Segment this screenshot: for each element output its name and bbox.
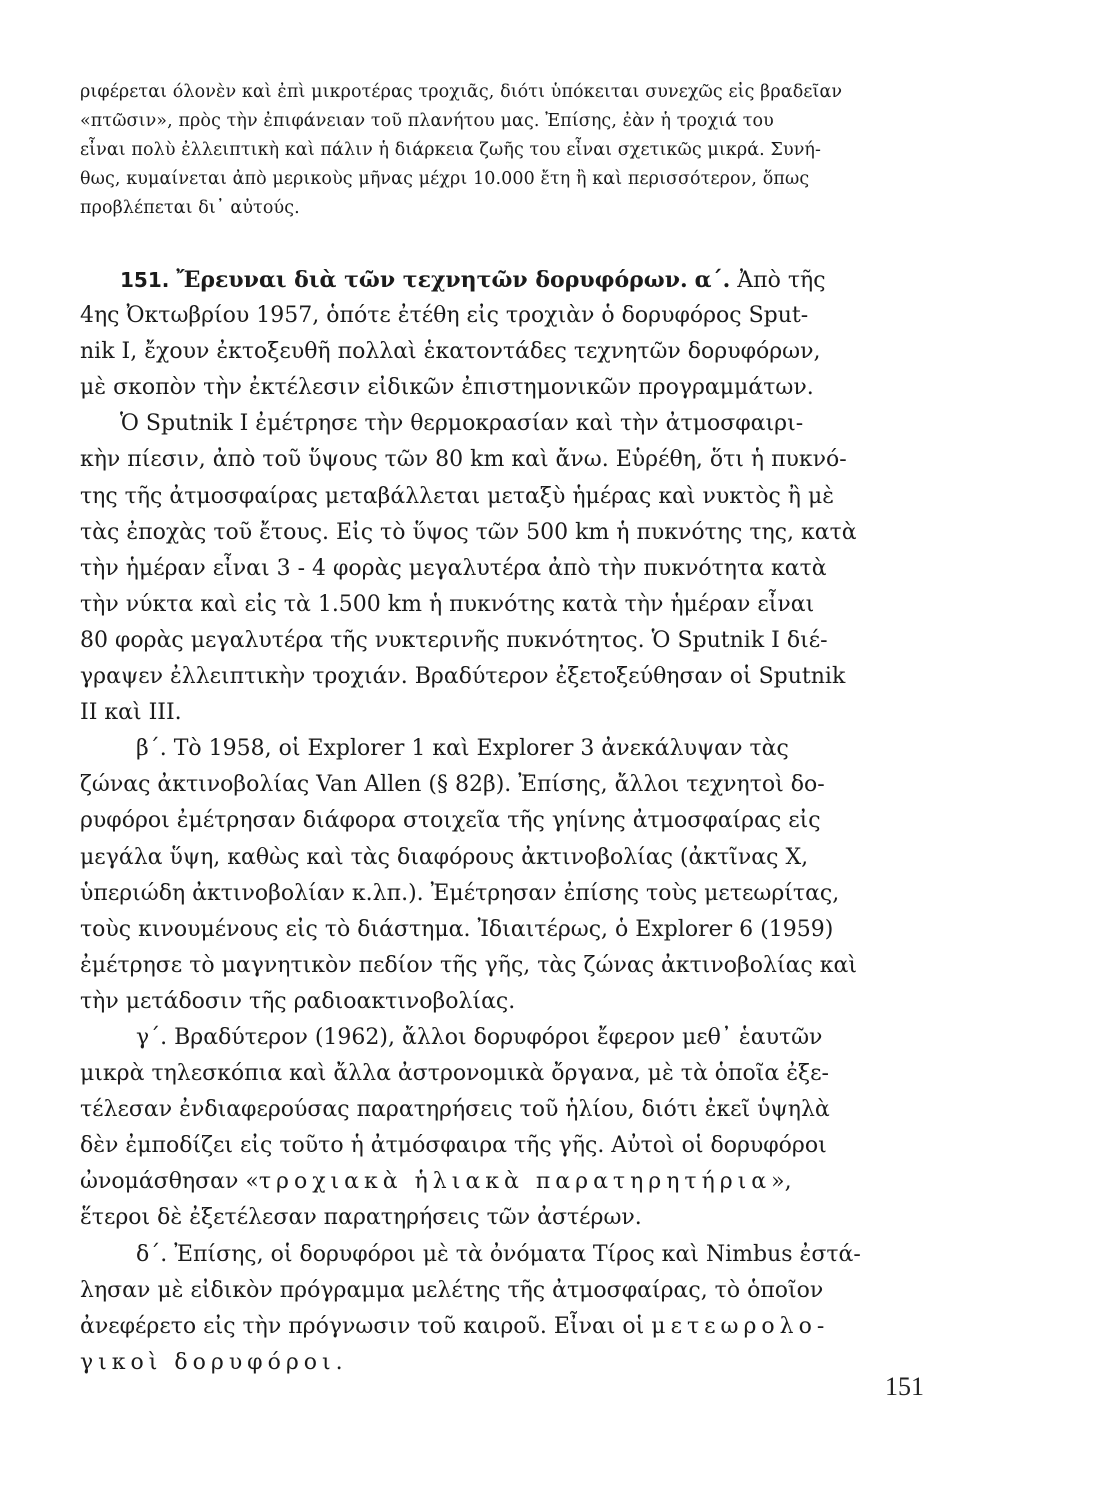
- body-line: nik I, ἔχουν ἐκτοξευθῆ πολλαὶ ἑκατοντάδες τεχνητῶν δορυφόρων,: [80, 339, 821, 365]
- section-heading-line: [80, 262, 950, 298]
- body-line: τὴν ἡμέραν εἶναι 3 - 4 φορὰς μεγαλυτέρα ἀπὸ τὴν πυκνότητα κατὰ: [80, 555, 827, 581]
- emphasized-term: μετεωρολο-: [651, 1313, 830, 1339]
- body-line: τέλεσαν ἐνδιαφερούσας παρατηρήσεις τοῦ ἡλίου, διότι ἐκεῖ ὑψηλὰ: [80, 1097, 830, 1123]
- body-line: μεγάλα ὕψη, καθὼς καὶ τὰς διαφόρους ἀκτινοβολίας (ἀκτῖνας Χ,: [80, 844, 809, 870]
- body-line: ἕτεροι δὲ ἐξετέλεσαν παρατηρήσεις τῶν ἀστέρων.: [80, 1205, 642, 1231]
- body-line: γραψεν ἐλλειπτικὴν τροχιάν. Βραδύτερον ἐξετοξεύθησαν οἱ Sputnik: [80, 664, 846, 690]
- body-line: 4ης Ὀκτωβρίου 1957, ὁπότε ἐτέθη εἰς τροχιὰν ὁ δορυφόρος Sput-: [80, 303, 809, 329]
- body-line: δὲν ἐμποδίζει εἰς τοῦτο ἡ ἀτμόσφαιρα τῆς γῆς. Αὐτοὶ οἱ δορυφόροι: [80, 1133, 827, 1159]
- body-line: Ὁ Sputnik I ἐμέτρησε τὴν θερμοκρασίαν καὶ τὴν ἀτμοσφαιρι-: [120, 411, 804, 437]
- text-run: ἀνεφέρετο εἰς τὴν πρόγνωσιν τοῦ καιροῦ. Εἶναι οἱ: [80, 1313, 652, 1339]
- body-line: τὴν μετάδοσιν τῆς ραδιοακτινοβολίας.: [80, 988, 516, 1014]
- emphasized-line: γικοὶ δορυφόροι.: [80, 1349, 348, 1375]
- section-first-text: Ἀπὸ τῆς: [737, 268, 826, 293]
- body-line: ζώνας ἀκτινοβολίας Van Allen (§ 82β). Ἐπίσης, ἄλλοι τεχνητοὶ δο-: [80, 772, 825, 798]
- body-line: [80, 1309, 950, 1345]
- body-line: 80 φορὰς μεγαλυτέρα τῆς νυκτερινῆς πυκνότητος. Ὁ Sputnik I διέ-: [80, 627, 828, 653]
- body-line: τοὺς κινουμένους εἰς τὸ διάστημα. Ἰδιαιτέρως, ὁ Explorer 6 (1959): [80, 916, 834, 942]
- body-line: II καὶ III.: [80, 700, 182, 726]
- intro-line: «πτῶσιν», πρὸς τὴν ἐπιφάνειαν τοῦ πλανήτου μας. Ἐπίσης, ἐὰν ἡ τροχιά του: [80, 111, 774, 131]
- subsection-marker-a: α΄.: [694, 267, 731, 293]
- intro-line: εἶναι πολὺ ἐλλειπτικὴ καὶ πάλιν ἡ διάρκεια ζωῆς του εἶναι σχετικῶς μικρά. Συνή-: [80, 140, 822, 160]
- body-line: της τῆς ἀτμοσφαίρας μεταβάλλεται μεταξὺ ἡμέρας καὶ νυκτὸς ἢ μὲ: [80, 483, 835, 509]
- body-line: μικρὰ τηλεσκόπια καὶ ἄλλα ἀστρονομικὰ ὄργανα, μὲ τὰ ὁποῖα ἐξε-: [80, 1061, 829, 1087]
- body-line: λησαν μὲ εἰδικὸν πρόγραμμα μελέτης τῆς ἀτμοσφαίρας, τὸ ὁποῖον: [80, 1277, 824, 1303]
- body-line: τὰς ἐποχὰς τοῦ ἔτους. Εἰς τὸ ὕψος τῶν 500 km ἡ πυκνότης της, κατὰ: [80, 519, 857, 545]
- emphasized-term: τροχιακὰ ἡλιακὰ παρατηρητήρια: [258, 1169, 772, 1195]
- body-line: ἐμέτρησε τὸ μαγνητικὸν πεδίον τῆς γῆς, τὰς ζώνας ἀκτινοβολίας καὶ: [80, 952, 857, 978]
- intro-line: ριφέρεται όλονὲν καὶ ἐπὶ μικροτέρας τροχιᾶς, διότι ὑπόκειται συνεχῶς εἰς βραδεῖαν: [80, 82, 843, 102]
- section-title: Ἔρευναι διὰ τῶν τεχνητῶν δορυφόρων.: [176, 267, 688, 293]
- subsection-b-line: β΄. Τὸ 1958, οἱ Explorer 1 καὶ Explorer 3 ἀνεκάλυψαν τὰς: [136, 736, 789, 762]
- body-line: ὑπεριώδη ἀκτινοβολίαν κ.λπ.). Ἐμέτρησαν ἐπίσης τοὺς μετεωρίτας,: [80, 880, 840, 906]
- page-number: 151: [885, 1372, 924, 1401]
- body-line: [80, 1164, 950, 1200]
- body-line: τὴν νύκτα καὶ εἰς τὰ 1.500 km ἡ πυκνότης κατὰ τὴν ἡμέραν εἶναι: [80, 591, 815, 617]
- intro-line: θως, κυμαίνεται ἀπὸ μερικοὺς μῆνας μέχρι 10.000 ἔτη ἢ καὶ περισσότερον, ὅπως: [80, 169, 810, 189]
- text-run: ὠνομάσθησαν «: [80, 1169, 259, 1195]
- text-run: »,: [771, 1169, 792, 1195]
- subsection-d-line: δ΄. Ἐπίσης, οἱ δορυφόροι μὲ τὰ ὀνόματα Τίρος καὶ Nimbus ἐστά-: [136, 1241, 861, 1267]
- intro-line: προβλέπεται δι᾽ αὐτούς.: [80, 198, 300, 218]
- section-body: [80, 262, 950, 1381]
- subsection-c-line: γ΄. Βραδύτερον (1962), ἄλλοι δορυφόροι ἔφερον μεθ᾽ ἑαυτῶν: [136, 1024, 823, 1050]
- section-number: 151.: [120, 268, 170, 292]
- body-line: κὴν πίεσιν, ἀπὸ τοῦ ὕψους τῶν 80 km καὶ ἄνω. Εὑρέθη, ὅτι ἡ πυκνό-: [80, 447, 847, 473]
- intro-paragraph: [80, 78, 940, 223]
- body-line: μὲ σκοπὸν τὴν ἐκτέλεσιν εἰδικῶν ἐπιστημονικῶν προγραμμάτων.: [80, 375, 814, 401]
- body-line: ρυφόροι ἐμέτρησαν διάφορα στοιχεῖα τῆς γηίνης ἀτμοσφαίρας εἰς: [80, 808, 821, 834]
